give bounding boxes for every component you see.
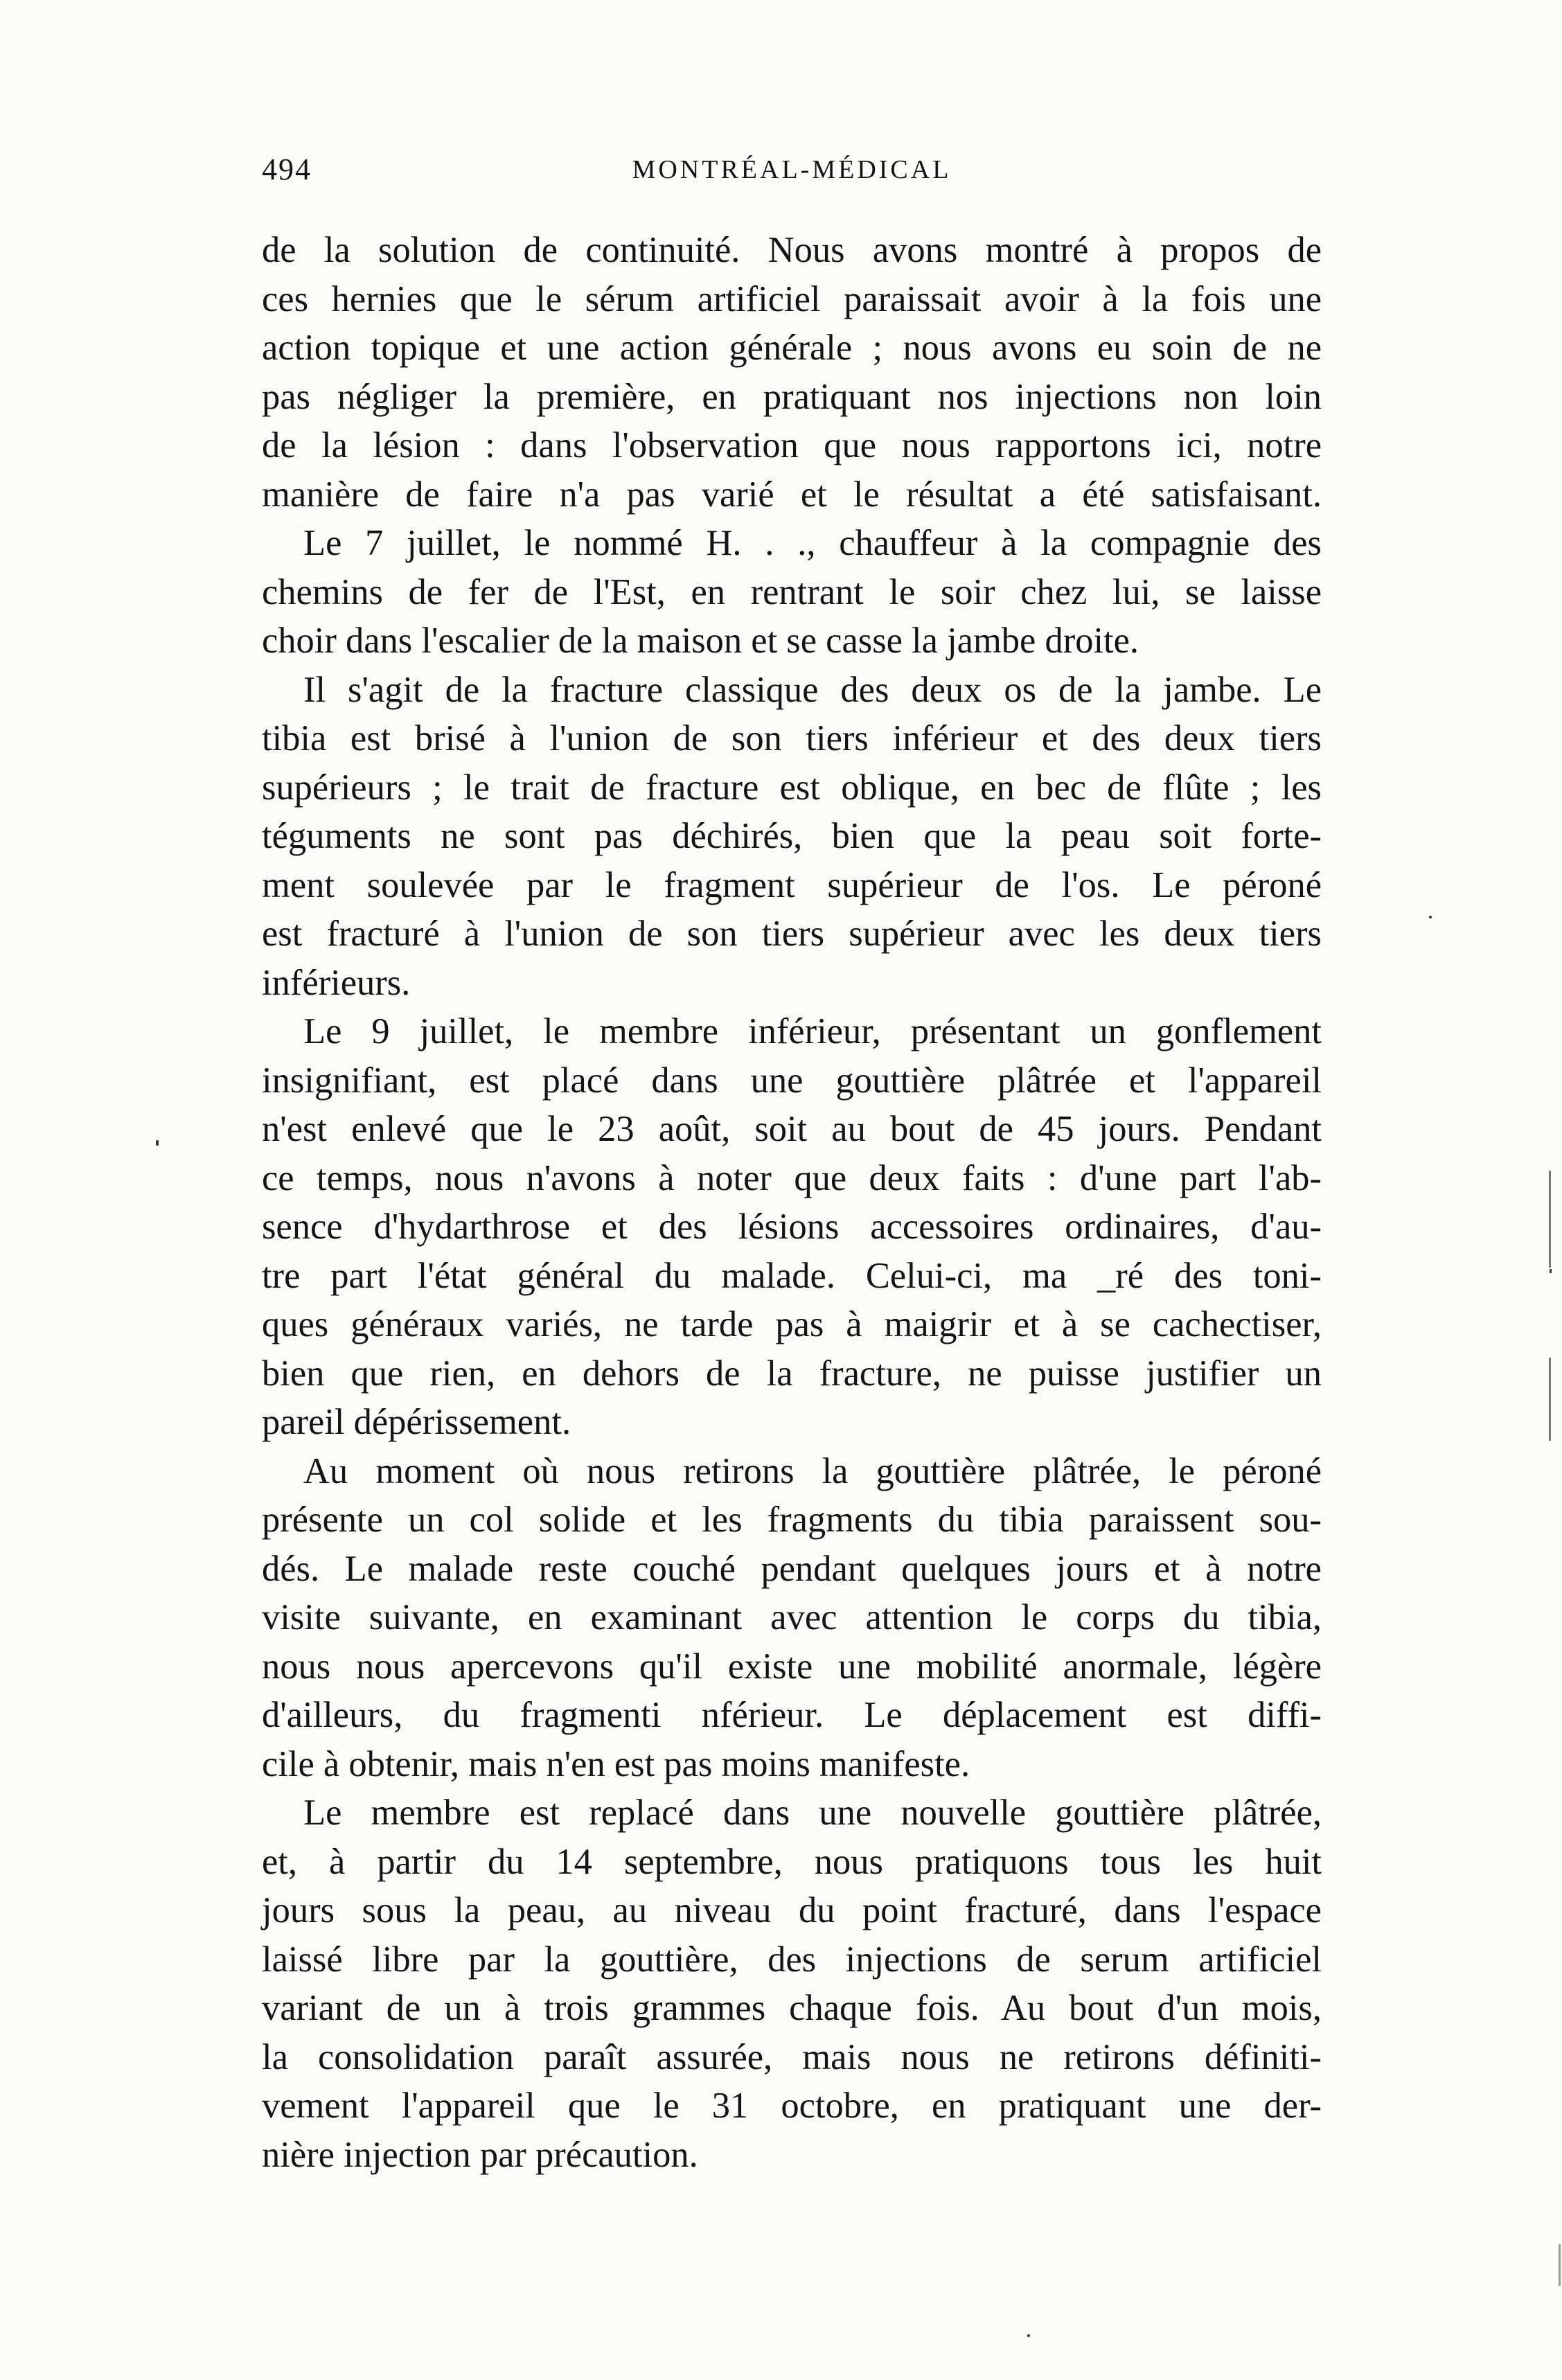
text-line: Au moment où nous retirons la gouttière plâtrée, le péroné bbox=[303, 1450, 1322, 1491]
scan-speck bbox=[1549, 1171, 1551, 1268]
text-line: chemins de fer de l'Est, en rentrant le soir chez lui, se laisse bbox=[262, 571, 1322, 612]
text-line: ces hernies que le sérum artificiel paraissait avoir à la fois une bbox=[262, 278, 1322, 319]
scan-speck bbox=[1559, 2244, 1561, 2286]
text-line: présente un col solide et les fragments du tibia paraissent sou- bbox=[262, 1500, 1322, 1540]
scan-speck bbox=[1429, 916, 1432, 918]
body-text bbox=[262, 226, 1322, 2179]
scan-speck bbox=[1027, 2334, 1030, 2337]
text-line: tibia est brisé à l'union de son tiers inférieur et des deux tiers bbox=[262, 718, 1322, 758]
text-line: jours sous la peau, au niveau du point fracturé, dans l'espace bbox=[262, 1890, 1322, 1930]
text-line: sence d'hydarthrose et des lésions accessoires ordinaires, d'au- bbox=[262, 1207, 1322, 1247]
page-header bbox=[262, 149, 1322, 190]
text-line: Le 9 juillet, le membre inférieur, présentant un gonflement bbox=[303, 1011, 1322, 1051]
text-line: tre part l'état général du malade. Celui-ci, ma _ré des toni- bbox=[262, 1255, 1322, 1296]
text-line: téguments ne sont pas déchirés, bien que la peau soit forte- bbox=[262, 816, 1322, 856]
text-line: manière de faire n'a pas varié et le résultat a été satisfaisant. bbox=[262, 474, 1322, 515]
text-line: la consolidation paraît assurée, mais nous ne retirons définiti- bbox=[262, 2036, 1322, 2077]
text-line: choir dans l'escalier de la maison et se casse la jambe droite. bbox=[262, 621, 1139, 661]
text-line: ques généraux variés, ne tarde pas à maigrir et à se cachectiser, bbox=[262, 1304, 1322, 1344]
scan-speck bbox=[1549, 1358, 1551, 1441]
text-line: ment soulevée par le fragment supérieur de l'os. Le péroné bbox=[262, 864, 1322, 905]
text-line: d'ailleurs, du fragmenti nférieur. Le déplacement est diffi- bbox=[262, 1695, 1322, 1735]
text-line: cile à obtenir, mais n'en est pas moins manifeste. bbox=[262, 1743, 970, 1784]
scan-speck bbox=[156, 1140, 159, 1146]
text-line: insignifiant, est placé dans une gouttière plâtrée et l'appareil bbox=[262, 1060, 1322, 1101]
text-line: de la lésion : dans l'observation que nous rapportons ici, notre bbox=[262, 425, 1322, 465]
text-line: supérieurs ; le trait de fracture est oblique, en bec de flûte ; les bbox=[262, 767, 1322, 808]
text-line: ce temps, nous n'avons à noter que deux faits : d'une part l'ab- bbox=[262, 1157, 1322, 1198]
text-line: Le membre est replacé dans une nouvelle gouttière plâtrée, bbox=[303, 1793, 1322, 1833]
text-line: de la solution de continuité. Nous avons montré à propos de bbox=[262, 230, 1322, 270]
text-line: n'est enlevé que le 23 août, soit au bout de 45 jours. Pendant bbox=[262, 1109, 1322, 1149]
text-line: visite suivante, en examinant avec attention le corps du tibia, bbox=[262, 1597, 1322, 1637]
text-line: dés. Le malade reste couché pendant quelques jours et à notre bbox=[262, 1548, 1322, 1589]
running-head: MONTRÉAL-MÉDICAL bbox=[632, 155, 952, 184]
text-line: nous nous apercevons qu'il existe une mobilité anormale, légère bbox=[262, 1646, 1322, 1687]
text-line: est fracturé à l'union de son tiers supérieur avec les deux tiers bbox=[262, 914, 1322, 954]
text-line: bien que rien, en dehors de la fracture, ne puisse justifier un bbox=[262, 1353, 1322, 1394]
text-line: et, à partir du 14 septembre, nous pratiquons tous les huit bbox=[262, 1841, 1322, 1882]
text-line: pas négliger la première, en pratiquant nos injections non loin bbox=[262, 376, 1322, 417]
text-line: variant de un à trois grammes chaque fois. Au bout d'un mois, bbox=[262, 1988, 1322, 2028]
text-line: vement l'appareil que le 31 octobre, en pratiquant une der- bbox=[262, 2086, 1322, 2126]
page-number: 494 bbox=[262, 152, 312, 186]
text-line: Le 7 juillet, le nommé H. . ., chauffeur à la compagnie des bbox=[303, 523, 1322, 563]
text-line: pareil dépérissement. bbox=[262, 1402, 571, 1442]
text-line: nière injection par précaution. bbox=[262, 2134, 698, 2175]
text-line: laissé libre par la gouttière, des injections de serum artificiel bbox=[262, 1939, 1322, 1980]
text-line: inférieurs. bbox=[262, 962, 411, 1003]
scan-speck bbox=[1550, 1269, 1552, 1273]
text-line: action topique et une action générale ; nous avons eu soin de ne bbox=[262, 328, 1322, 368]
text-line: Il s'agit de la fracture classique des deux os de la jambe. Le bbox=[303, 669, 1322, 710]
